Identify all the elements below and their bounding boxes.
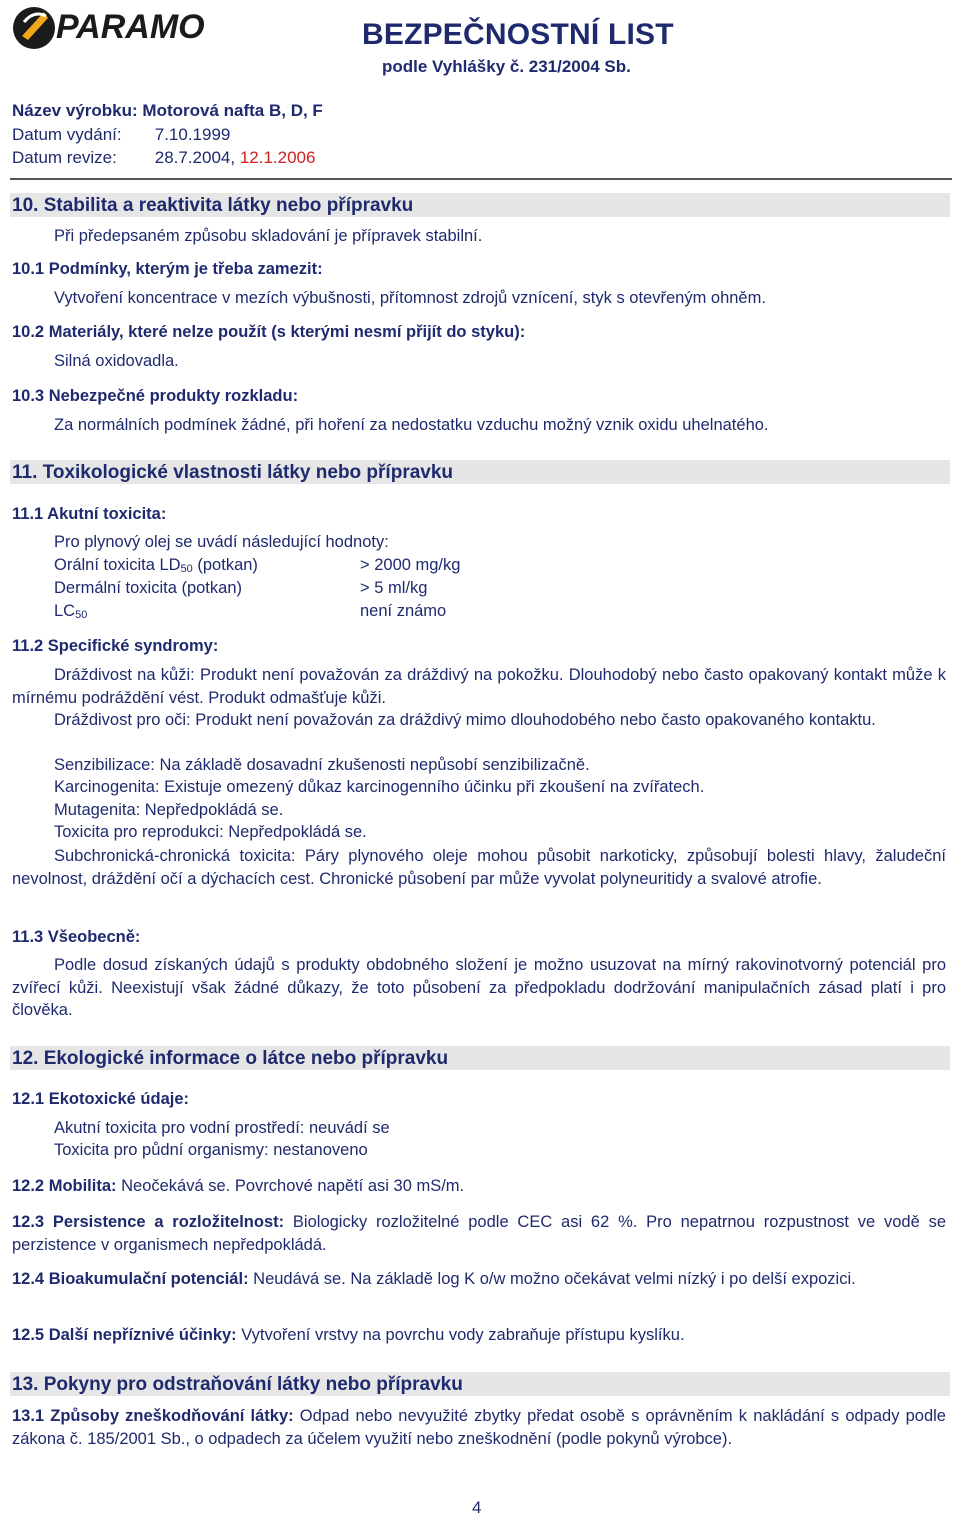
s10-3-text: Za normálních podmínek žádné, při hoření za nedostatku vzduchu možný vznik oxidu uhelnatého. <box>54 416 769 434</box>
s12-3-text: Biologicky rozložitelné podle CEC asi 62 %. Pro nepatrnou rozpustnost ve vodě se perzistence v organismech nepředpokládá. <box>12 1213 946 1254</box>
s12-1-soil: Toxicita pro půdní organismy: nestanoveno <box>54 1141 368 1159</box>
s11-1-intro: Pro plynový olej se uvádí následující hodnoty: <box>54 533 389 551</box>
s10-1-title: 10.1 Podmínky, kterým je třeba zamezit: <box>12 260 323 278</box>
tox-row-subscript: 50 <box>75 609 88 621</box>
tox-row-label: LC <box>54 602 76 620</box>
s12-5-label: 12.5 Další nepříznivé účinky: <box>12 1326 237 1344</box>
s10-2-text: Silná oxidovadla. <box>54 352 179 370</box>
header-divider <box>10 178 952 180</box>
s10-1-text: Vytvoření koncentrace v mezích výbušnosti, přítomnost zdrojů vznícení, styk s otevřeným ohněm. <box>54 289 766 307</box>
revision-value: 28.7.2004, <box>154 148 236 167</box>
s11-2-mutagenicity: Mutagenita: Nepředpokládá se. <box>54 801 284 819</box>
tox-row-label-suffix: (potkan) <box>192 556 258 574</box>
tox-row-value: > 2000 mg/kg <box>360 556 461 574</box>
s11-3-paragraph: Podle dosud získaných údajů s produkty obdobného složení je možno usuzovat na mírný rakovinotvorný potenciál pro zvířecí kůži. Neexistují však žádné důkazy, že toto působení za předpokladu dodržování manipulačních zásad platí i pro člověka. <box>12 956 946 1019</box>
s11-2-paragraph-chronic: Subchronická-chronická toxicita: Páry plynového oleje mohou působit narkoticky, způsobují bolesti hlavy, žaludeční nevolnost, dráždění očí a dýchacích cest. Chronické působení par může vyvolat polyneuritidy a svalové atrofie. <box>12 847 946 888</box>
s12-2-label: 12.2 Mobilita: <box>12 1177 117 1195</box>
s11-2-reproduction: Toxicita pro reprodukci: Nepředpokládá se. <box>54 823 367 841</box>
s12-5-text: Vytvoření vrstvy na povrchu vody zabraňuje přístupu kyslíku. <box>236 1326 685 1344</box>
s10-intro: Při předepsaném způsobu skladování je přípravek stabilní. <box>54 227 483 245</box>
s12-5-other-effects <box>12 1326 685 1345</box>
logo-text: PARAMO <box>56 8 205 46</box>
tox-row-value: není známo <box>360 602 447 620</box>
s13-1-text: Odpad nebo nevyužité zbytky předat osobě s oprávněním k nakládání s odpady podle zákona č. 185/2001 Sb., o odpadech za účelem využití nebo zneškodnění (podle pokynů výrobce). <box>12 1407 946 1448</box>
product-label: Název výrobku: <box>12 101 138 120</box>
s13-1-label: 13.1 Způsoby zneškodňování látky: <box>12 1407 294 1425</box>
revision-label: Datum revize: <box>12 148 117 167</box>
s11-2-paragraph-skin: Dráždivost na kůži: Produkt není považován za dráždivý na pokožku. Dlouhodobý nebo často opakovaný kontakt může k mírnému podráždění vést. Produkt odmašťuje kůži. <box>12 666 946 707</box>
s12-3-label: 12.3 Persistence a rozložitelnost: <box>12 1213 285 1231</box>
tox-row <box>54 579 242 598</box>
issue-label: Datum vydání: <box>12 125 122 144</box>
s12-4-text: Neudává se. Na základě log K o/w možno očekávat velmi nízký i po delší expozici. <box>248 1270 856 1288</box>
s10-3-title: 10.3 Nebezpečné produkty rozkladu: <box>12 387 299 405</box>
product-name-row <box>12 101 323 121</box>
s12-2-mobility <box>12 1177 464 1196</box>
revision-date-row <box>12 148 315 168</box>
issue-date-row <box>12 125 230 145</box>
s11-2-title: 11.2 Specifické syndromy: <box>12 637 219 655</box>
s11-2-sensitization: Senzibilizace: Na základě dosavadní zkušenosti nepůsobí senzibilizačně. <box>54 756 590 774</box>
s12-1-title: 12.1 Ekotoxické údaje: <box>12 1090 189 1108</box>
section-12-title: 12. Ekologické informace o látce nebo přípravku <box>12 1048 449 1069</box>
section-13-title: 13. Pokyny pro odstraňování látky nebo přípravku <box>12 1374 463 1395</box>
tox-row-label: Dermální toxicita (potkan) <box>54 579 242 597</box>
tox-row-value: > 5 ml/kg <box>360 579 428 597</box>
s13-1-disposal <box>12 1405 946 1450</box>
s12-4-bioaccumulation <box>12 1268 946 1291</box>
section-10-title: 10. Stabilita a reaktivita látky nebo přípravku <box>12 195 414 216</box>
issue-value: 7.10.1999 <box>154 125 231 144</box>
revision-value-latest: 12.1.2006 <box>239 148 316 167</box>
s10-2-title: 10.2 Materiály, které nelze použít (s kterými nesmí přijít do styku): <box>12 323 526 341</box>
tox-row-label: Orální toxicita LD <box>54 556 181 574</box>
s11-3-title: 11.3 Všeobecně: <box>12 928 141 946</box>
s12-4-label: 12.4 Bioakumulační potenciál: <box>12 1270 249 1288</box>
tox-row <box>54 602 87 621</box>
document-subtitle: podle Vyhlášky č. 231/2004 Sb. <box>382 57 631 76</box>
s11-1-title: 11.1 Akutní toxicita: <box>12 505 167 523</box>
s11-2-carcinogenicity: Karcinogenita: Existuje omezený důkaz karcinogenního účinku při zkoušení na zvířatech. <box>54 778 705 796</box>
document-title: BEZPEČNOSTNÍ LIST <box>362 18 674 51</box>
product-value: Motorová nafta B, D, F <box>142 101 323 120</box>
tox-row-subscript: 50 <box>180 563 193 575</box>
tox-row <box>54 556 258 575</box>
paramo-logo <box>10 2 210 54</box>
s11-2-paragraph-eyes: Dráždivost pro oči: Produkt není považován za dráždivý mimo dlouhodobého nebo často opakovaného kontaktu. <box>54 711 876 729</box>
s12-2-text: Neočekává se. Povrchové napětí asi 30 mS/m. <box>116 1177 465 1195</box>
page-number: 4 <box>472 1498 482 1517</box>
s12-3-persistence <box>12 1211 946 1256</box>
s12-1-aquatic: Akutní toxicita pro vodní prostředí: neuvádí se <box>54 1119 390 1137</box>
section-11-title: 11. Toxikologické vlastnosti látky nebo přípravku <box>12 462 454 483</box>
